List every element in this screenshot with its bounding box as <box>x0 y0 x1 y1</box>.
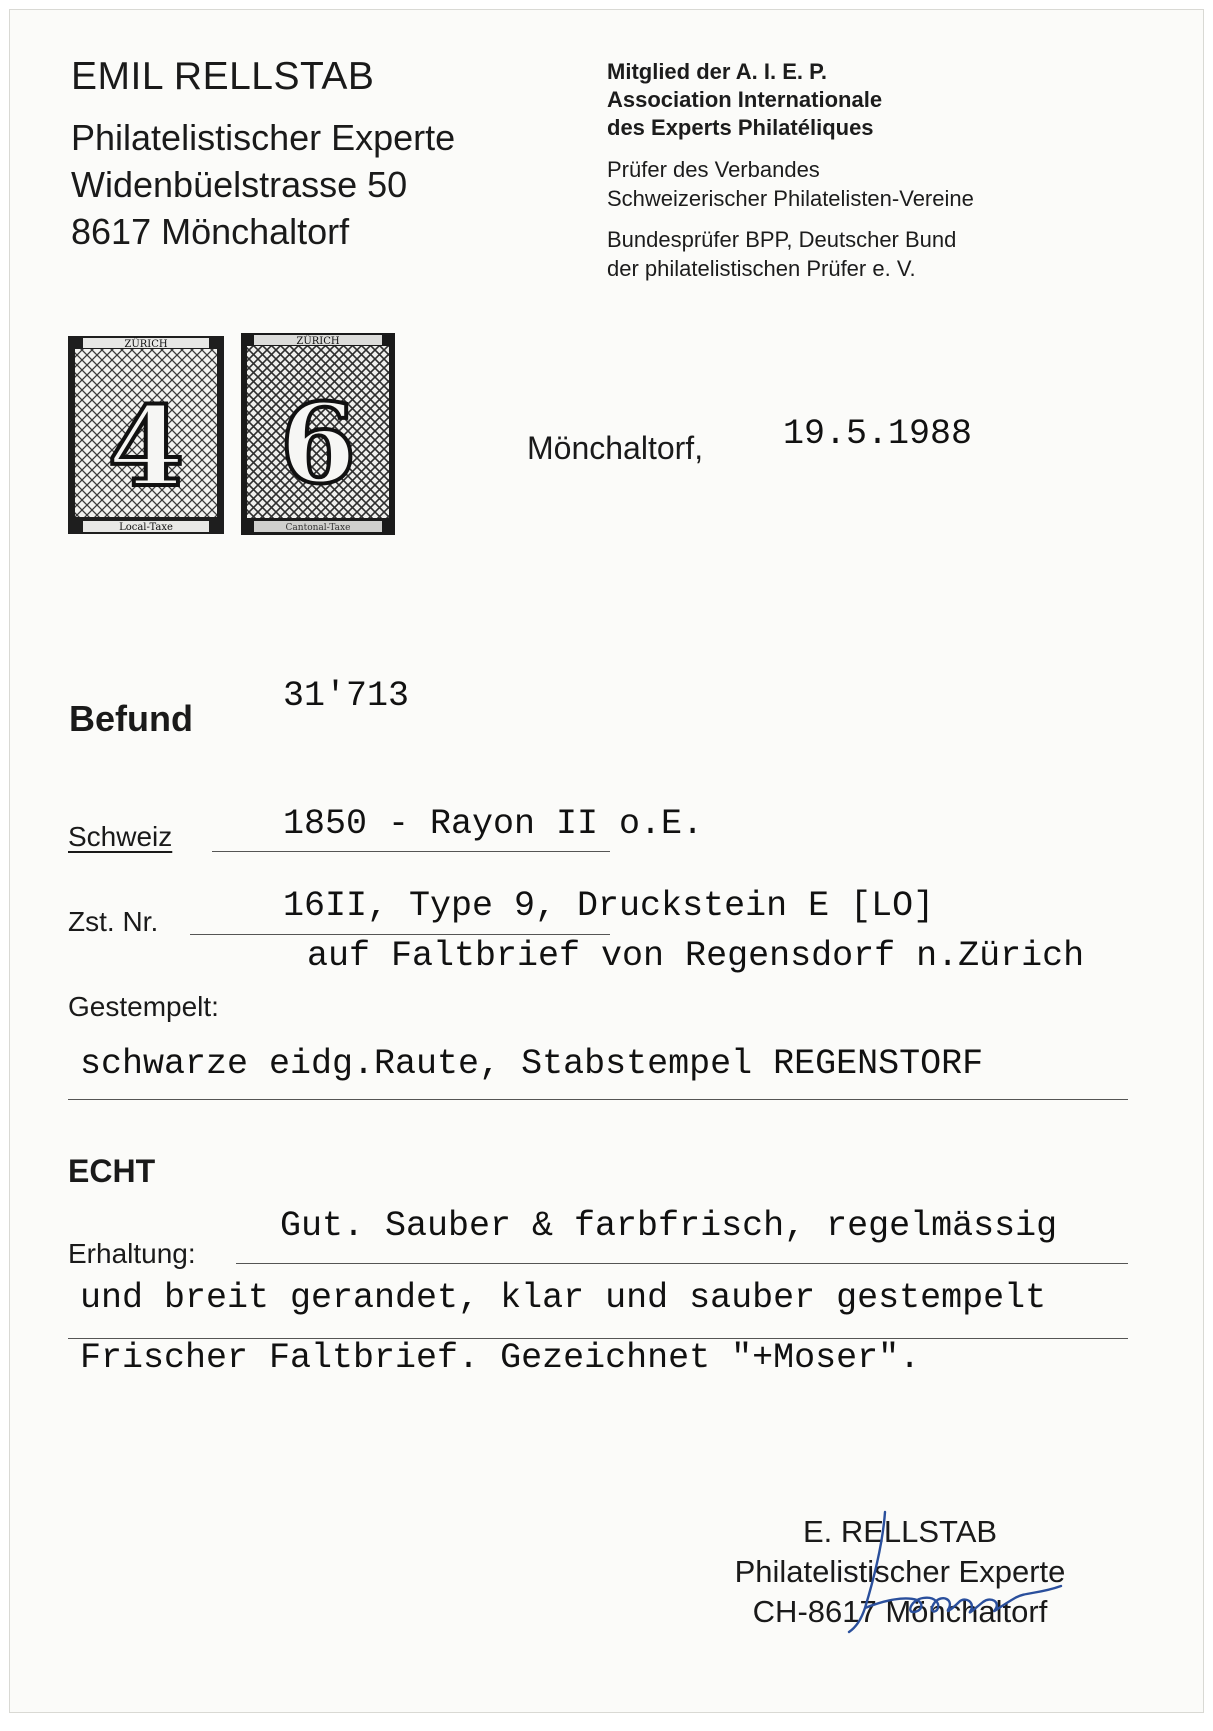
stamp-footer-text: Local-Taxe <box>119 522 173 533</box>
zst-nr-label: Zst. Nr. <box>68 906 159 937</box>
stamp-footer-text: Cantonal-Taxe <box>285 523 351 533</box>
stamp-header-text: ZÜRICH <box>124 339 168 350</box>
schweiz-label: Schweiz <box>68 821 173 852</box>
zst-nr-rule <box>190 934 610 935</box>
place-label: Mönchaltorf, <box>527 430 704 466</box>
aiep-line-1: Mitglied der A. I. E. P. <box>607 59 828 84</box>
signature-title: Philatelistischer Experte <box>734 1554 1066 1589</box>
erhaltung-label: Erhaltung: <box>68 1238 196 1269</box>
gestempelt-rule <box>68 1099 1128 1100</box>
aiep-line-2: Association Internationale <box>607 87 883 112</box>
signature-location: CH-8617 Mönchaltorf <box>752 1594 1048 1629</box>
certificate-date: 19.5.1988 <box>783 414 973 454</box>
schweiz-rule <box>212 851 610 852</box>
stamp-numeral: 6 <box>279 379 357 508</box>
erhaltung-line-2: und breit gerandet, klar und sauber gestempelt <box>80 1278 1047 1318</box>
expert-name: EMIL RELLSTAB <box>71 55 375 98</box>
erhaltung-line-1: Gut. Sauber & farbfrisch, regelmässig <box>280 1206 1058 1246</box>
bpp-line-1: Bundesprüfer BPP, Deutscher Bund <box>607 227 957 252</box>
signature-name: E. RELLSTAB <box>802 1514 998 1549</box>
expert-title: Philatelistischer Experte <box>71 117 456 158</box>
erhaltung-rule-1 <box>236 1263 1128 1264</box>
erhaltung-line-3: Frischer Faltbrief. Gezeichnet "+Moser". <box>80 1338 921 1378</box>
befund-label: Befund <box>69 698 193 739</box>
stamp-numeral: 4 <box>107 382 185 511</box>
stamp-header-text: ZÜRICH <box>296 336 340 347</box>
handwritten-signature <box>825 1500 1085 1640</box>
expert-street: Widenbüelstrasse 50 <box>71 164 408 205</box>
zurich-4-stamp-image <box>67 335 225 535</box>
certificate-number: 31'713 <box>283 676 410 716</box>
gestempelt-label: Gestempelt: <box>68 991 219 1022</box>
expert-city: 8617 Mönchaltorf <box>71 211 350 252</box>
zurich-6-stamp-image <box>240 332 396 536</box>
zst-nr-value-line-1: 16II, Type 9, Druckstein E [LO] <box>283 886 935 926</box>
zst-nr-value-line-2: auf Faltbrief von Regensdorf n.Zürich <box>307 936 1085 976</box>
svs-line-2: Schweizerischer Philatelisten-Vereine <box>607 186 974 211</box>
svs-line-1: Prüfer des Verbandes <box>607 157 820 182</box>
gestempelt-value: schwarze eidg.Raute, Stabstempel REGENSTORF <box>80 1044 984 1084</box>
echt-verdict: ECHT <box>68 1153 156 1189</box>
certificate-page <box>9 9 1204 1713</box>
bpp-line-2: der philatelistischen Prüfer e. V. <box>607 256 916 281</box>
aiep-line-3: des Experts Philatéliques <box>607 115 874 140</box>
schweiz-value: 1850 - Rayon II o.E. <box>283 804 704 844</box>
